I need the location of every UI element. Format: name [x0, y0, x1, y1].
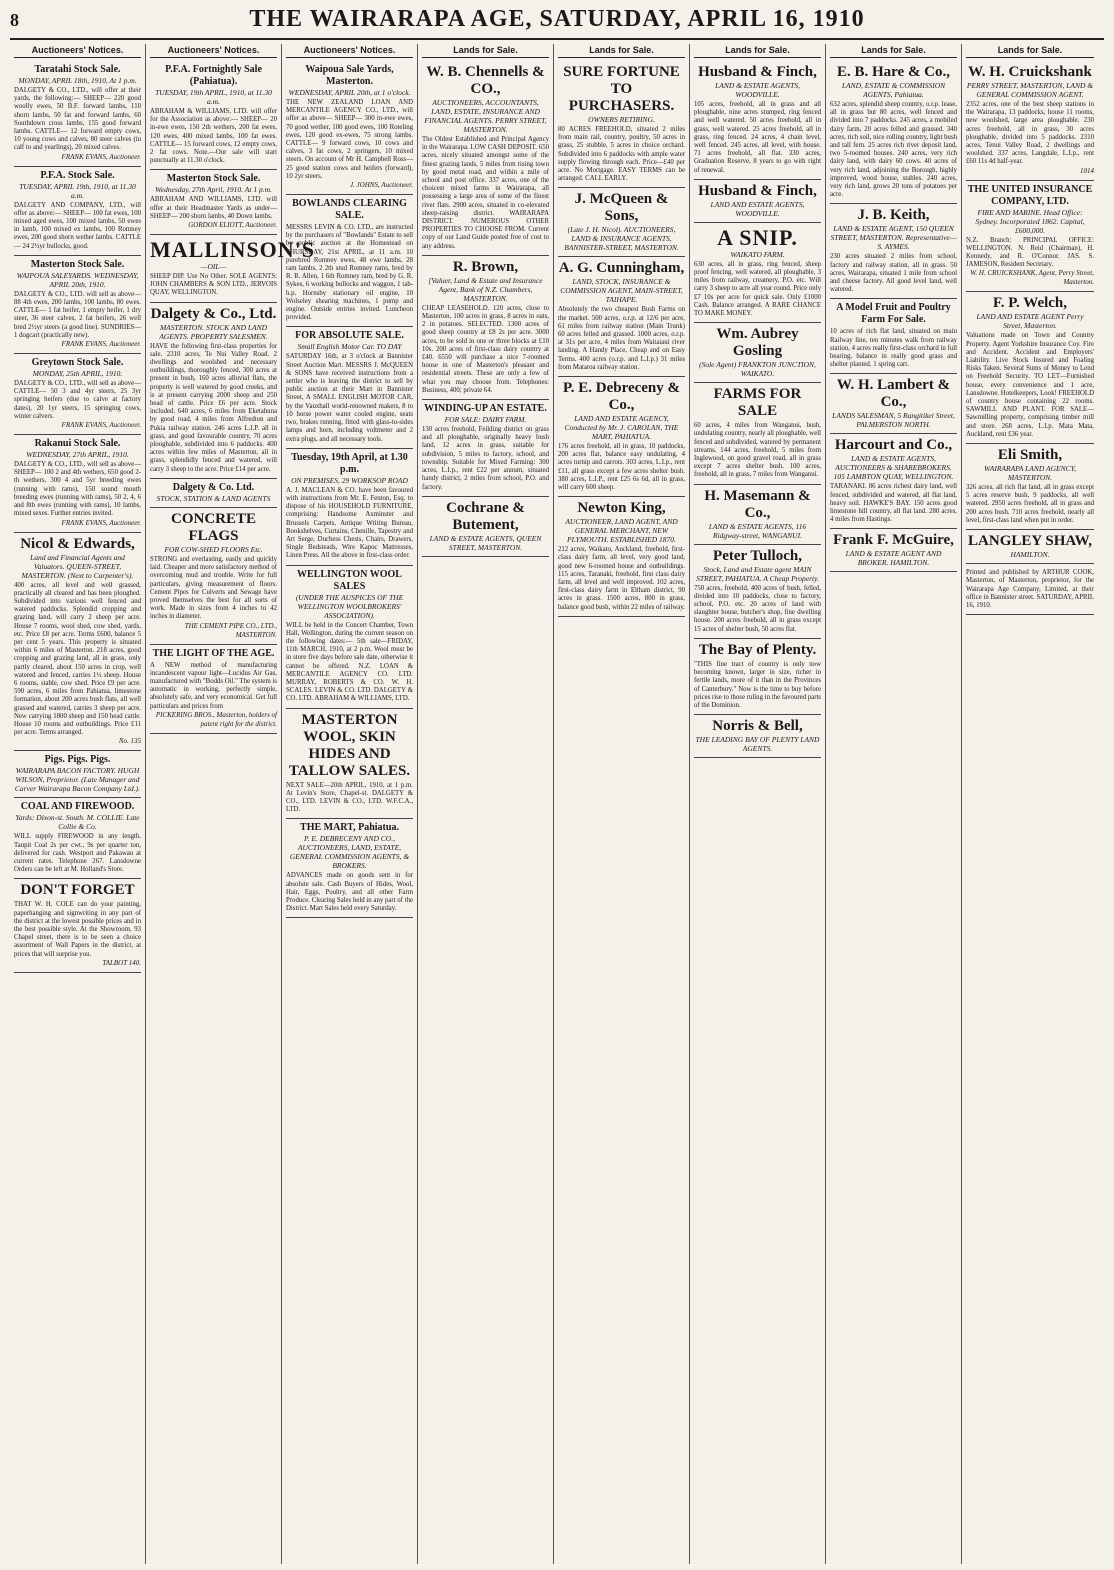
ad-title: H. Masemann & Co.,: [704, 487, 811, 521]
ad-title: P.F.A. Fortnightly Sale (Pahiatua).: [165, 64, 262, 87]
column-2: [146, 44, 316, 1564]
ad-title: P. E. Debreceny & Co.,: [562, 380, 681, 414]
ad-subtitle: AUCTIONEER, LAND AGENT, AND GENERAL MERCHANT, NEW PLYMOUTH. ESTABLISHED 1870.: [565, 517, 678, 545]
ad-title: Rakanui Stock Sale.: [34, 438, 121, 450]
ad-body: HAVE the following first-class properties for sale. 2310 acres, Te Nui Valley Road. 2 dwellings and woolshed and necessary outbuildings, thoroughly fenced, 300 acres at present in bush, 160 acres alluvial flats, the property is well watered by good creeks, and is at present carrying 2000 sheep and 250 head of cattle. Price £6 per acre. Stock included. 640 acres, 6 miles from Eketahuna by good road, 4 miles from Alfredton and Pukia railway station. 246 acres L.I.P. all in grass, and good favourable country, 70 acres ploughable, subdivided into 6 paddocks. 400 acres within few miles of Masterton, all in grass, splendidly fenced and watered, will carry 3 sheep to the acre. Price £14 per acre.: [150, 342, 277, 473]
advertisement: [694, 715, 821, 758]
advertisement: [150, 479, 277, 508]
ad-body: DALGETY & CO., LTD., will offer at their yards, the following:— SHEEP— 220 good woolly ewes, 50 B.F. forward lambs, 110 shorn lambs, 50 fat and forward lambs, 60 Southdown cross lambs, 155 good forward lambs. CATTLE— 12 forward empty cows, 10 young cows and calves, 80 steer calves (in calf to and yearlings), 20 mixed calves.: [14, 87, 141, 152]
ad-signature: No. 135: [118, 737, 141, 746]
ad-title: The Bay of Plenty.: [698, 641, 817, 658]
ad-body: DALGETY & CO., LTD., will sell as above— SHEEP— 100 2 and 4th wethers, 650 good 2-th wethers, 300 4 and 5yr breeding ewes (running with rams), 150 sound mouth breeding ewes (running with rams), 50 2, 4, 6 and 8th ewes (running with rams), 10 lambs, mixed sexes. Further entries invited.: [14, 461, 141, 518]
ad-body: TARANAKI. 86 acres richest dairy land, well fenced, subdivided and watered, all flat land, heavy soil. HAWKE'S BAY. 150 acres good limestone hill country, all flat land. 280 acres, 4 miles from Hastings.: [830, 483, 957, 524]
advertisement: [966, 61, 1094, 181]
advertisement: [830, 204, 957, 299]
advertisement: [694, 180, 821, 223]
ad-subtitle: WAIRARAPA BACON FACTORY. HUGH WILSON, Proprietor. (Late Manager and Carver Wairarapa Bacon Company Ltd.).: [14, 766, 141, 794]
ad-subtitle: MONDAY, APRIL 18th, 1910, At 1 p.m.: [18, 76, 137, 85]
advertisement: [966, 530, 1094, 564]
ad-signature: 1014: [1080, 166, 1094, 175]
advertisement: [830, 299, 957, 374]
column-header: Auctioneers' Notices.: [14, 44, 141, 58]
ad-body: "THIS fine tract of country is only now becoming known, larger in size, richer in fertile lands, more of it than in the Provinces of Canterbury." Now is the time to buy before prices rise to those ruling in the favoured parts of the Dominion.: [694, 660, 821, 709]
ad-body: 80 ACRES FREEHOLD, situated 2 miles from main rail, country, poultry, 50 acres in grass, 25 stubble, 5 acres in choice orchard. Subdivided into 6 paddocks with ample water supply flowing through each. Price—£40 per acre. No Mortgage. EASY TERMS can be arranged. CALL EARLY.: [558, 126, 685, 183]
ad-subtitle: WAIPOUA SALEYARDS. WEDNESDAY, APRIL 20th, 1910.: [16, 270, 139, 289]
ad-body: 630 acres, all in grass, ring fenced, sheep proof fencing, well watered, all ploughable, 3 miles from railway, creamery, P.O. etc. Will carry 3 sheep to acre all year round. Price only £7 10s per acre for quick sale. Only £1000 Cash. Balance arranged. A RARE CHANCE TO MAKE MONEY.: [694, 260, 821, 318]
ad-subtitle: LAND AND ESTATE AGENTS, WOODVILLE.: [710, 199, 805, 218]
ad-subtitle: WAIKATO FARM.: [730, 249, 785, 259]
ad-body: 105 acres, freehold, all in grass and all ploughable, nine acres stumped, ring fenced and well watered. 50 acres freehold, all in grass, well watered. 25 acres freehold, all in grass, ring fenced. 24 acres, 4 chain level, well fenced. 245 acres, all level, with house. 71 acres freehold, all flat. 330 acres, Graduation Reserve, 8 years to go with right of renewal.: [694, 101, 821, 174]
ad-title: Dalgety & Co., Ltd.: [150, 305, 277, 322]
advertisement: [422, 497, 549, 557]
ad-body: WILL supply FIREWOOD in any length. Tanpit Coal 2s per cwt., 9s per quarter ton, delivered for cash. Westport and Pakawau at current rates. Telephone 267. Lansdowne Orders can be left at M. Holland's Store.: [14, 833, 141, 874]
ad-body: Absolutely the two cheapest Bush Farms on the market. 500 acres, o.r.p. at 12/6 per acre, 61 miles from railway station (Main Trunk) 60 acres felled and grassed. 1000 acres, o.r.p. at 31s per acre, 4 miles from Waitaiaui river landing. A Handy Place, Cheap and on Easy Terms. 400 acres (o.r.p. and L.I.p.) 31 miles from Mataroa railway station.: [558, 306, 685, 371]
ad-title: W. H. Cruickshank: [968, 64, 1092, 80]
advertisement: [286, 819, 413, 918]
ad-subtitle: ON PREMISES, 29 WORKSOP ROAD: [291, 475, 408, 485]
column-header: Lands for Sale.: [694, 44, 821, 58]
ad-subtitle: STOCK, STATION & LAND AGENTS: [156, 493, 271, 503]
advertisement: [150, 235, 316, 303]
advertisement: [422, 61, 549, 256]
ad-body: A. J. MACLEAN & CO. have been favoured with instructions from Mr. E. Fenton, Esq. to dispose of his HOUSEHOLD FURNITURE, comprising: Handsome Axminster and Brussels Carpets, Antique Writing Bureau, Bookshelves, Curtains, Chenille, Tapestry and Art Serge, Duchess Chests, Chairs, Drawers, Single Bedsteads, Wire Kapoc Mattresses, Linen Press. All the above in first-class order.: [286, 486, 413, 560]
column-header: Lands for Sale.: [558, 44, 685, 58]
advertisement: [14, 798, 141, 879]
advertisement: [422, 256, 549, 400]
ad-title: THE LIGHT OF THE AGE.: [152, 647, 275, 659]
advertisement: [150, 645, 277, 734]
advertisement: [14, 751, 141, 798]
ad-title: Greytown Stock Sale.: [31, 357, 124, 369]
advertisement: [150, 303, 277, 479]
column-7: [826, 44, 962, 1564]
advertisement: [694, 639, 821, 715]
ad-title: MASTERTON WOOL, SKIN HIDES AND TALLOW SALES.: [288, 711, 411, 779]
advertisement: [558, 188, 685, 257]
ad-subtitle: —OIL—: [200, 262, 227, 272]
advertisement: [14, 256, 141, 354]
ad-subtitle: AUCTIONEERS, ACCOUNTANTS, LAND, ESTATE, INSURANCE AND FINANCIAL AGENTS. PERRY STREET, MASTERTON.: [424, 98, 547, 134]
ad-body: Valuations made on Town and Country Property. Agent Yorkshire Insurance Coy. Fire and Accident. Accident and Employers' Liability. Live Stock Insured and Foaling Risks Taken. Several Sums of Money to Lend on Freehold Security. TO LET—Furnished house, every convenience and 1 acre, Lansdowne. Hotelkeepers, Look! FREEHOLD of country house containing 22 rooms. SAWMILL AND PLANT. FOR SALE—Sawmilling property, comprising timber mill and store. 268 acres, L.I.p. Mata Mata, Auckland, rent £36 year.: [966, 332, 1094, 438]
ad-body: MESSRS LEVIN & CO. LTD., are instructed by the purchasers of "Bowlands" Estate to sell by public auction at the Homestead on THURSDAY, 21st APRIL, at 11 a.m. 10 purebred Romney ewes, 48 ewe lambs, 28 ram lambs, 2 2th stud Romney rams, bred by R. R. Allen, 1 6th Romney ram, bred by G. R. Sykes, 6 working bullocks and waggon, 1 tab-h.p. Hornsby stationary oil engine, 10 Wolseley shearing machines, 1 pump and engine. Outside entries invited. Luncheon provided.: [286, 224, 413, 322]
advertisement: [694, 61, 821, 180]
ad-signature: THE CEMENT PIPE CO., LTD., MASTERTON.: [184, 621, 277, 639]
ad-body: STRONG and everlasting, easily and quickly laid. Cheaper and more satisfactory method of overcoming mud and trouble. Write for full particulars, giving measurement of floors. Cement Pipes for Culverts and Sewage have proved themselves the best for all sorts of work. Made in sizes from 4 inches to 42 inches in diameter.: [150, 555, 277, 621]
ad-body: 130 acres freehold, Feilding district on grass and all ploughable, originally heavy bush land, 12 acres in grass, suitable for subdivision, 5 miles to factory, school, and township. Suitable for Mixed Farming: 300 acres, L.I.p., rent £22 per annum, situated handy district, 2 miles from school, P.O. and factory.: [422, 426, 549, 491]
ad-body: ABRAHAM & WILLIAMS, LTD. will offer for the Association as above:— SHEEP— 20 in-ewe ewes, 150 2th wethers, 200 fat ewes, 120 ewes, 400 mixed lambs, 100 fat ewes. CATTLE— 15 forward cows, 12 empty cows, 2 fat cows. Note.—Our sale will start punctually at 11.30 o'clock.: [150, 108, 277, 165]
advertisement: [830, 529, 957, 572]
ad-subtitle: WAIRARAPA LAND AGENCY, MASTERTON.: [984, 464, 1076, 483]
advertisement: [150, 61, 277, 170]
column-5: [554, 44, 690, 1564]
ad-subtitle: LAND AND ESTATE AGENCY, Conducted by Mr. J. CAROLAN, THE MART, PAHIATUA.: [564, 414, 679, 442]
advertisement: [150, 508, 277, 645]
ad-title: J. B. Keith,: [857, 207, 930, 224]
ad-title: Taratahi Stock Sale.: [34, 64, 121, 75]
ad-title: Harcourt and Co.,: [834, 437, 953, 454]
ad-title: FOR ABSOLUTE SALE.: [295, 330, 404, 342]
ad-title: COAL AND FIREWOOD.: [20, 801, 135, 813]
advertisement: [966, 564, 1094, 615]
ad-title: SURE FORTUNE TO PURCHASERS.: [563, 64, 680, 114]
column-4: [418, 44, 554, 1564]
ad-subtitle: LAND AND ESTATE AGENT Perry Street, Masterton.: [976, 312, 1084, 331]
ad-title: THE UNITED INSURANCE COMPANY, LTD.: [967, 183, 1093, 207]
advertisement: [558, 257, 685, 377]
advertisement: [286, 195, 413, 327]
advertisement: [966, 292, 1094, 444]
ad-title: BOWLANDS CLEARING SALE.: [292, 198, 407, 222]
advertisement: [694, 485, 821, 545]
ad-signature: GORDON ELIOTT, Auctioneer.: [188, 221, 277, 230]
ad-subtitle: TUESDAY, APRIL 19th, 1910, at 11.30 a.m.: [19, 181, 136, 200]
ad-title: FARMS FOR SALE: [713, 386, 802, 420]
ad-subtitle: Yards: Dixon-st. South. M. COLLIE. Late Collie & Co.: [15, 813, 140, 832]
newspaper-title: THE WAIRARAPA AGE, SATURDAY, APRIL 16, 1910: [249, 6, 865, 32]
ad-body: N.Z. Branch: PRINCIPAL OFFICE: WELLINGTON. N. Reid (Chairman), H. Kennedy, and R. O'Connor. JAS. S. JAMESON, Resident Secretary.: [966, 236, 1094, 269]
ad-subtitle: Small English Motor Car. TO DAY: [297, 342, 402, 352]
advertisement: [558, 497, 685, 617]
column-header: Lands for Sale.: [422, 44, 549, 58]
advertisement: [286, 709, 413, 820]
ad-title: A SNIP.: [717, 224, 798, 250]
advertisement: [966, 181, 1094, 293]
advertisement: [286, 449, 413, 566]
ad-title: Wm. Aubrey Gosling: [716, 326, 799, 360]
ad-subtitle: FOR COW-SHED FLOORS Etc.: [164, 544, 263, 554]
ad-subtitle: P. E. DEBRECENY AND CO., AUCTIONEERS, LAND, ESTATE, GENERAL COMMISSION AGENTS, & BROKERS.: [289, 834, 410, 871]
advertisement: [14, 167, 141, 256]
ad-title: DON'T FORGET: [20, 882, 135, 899]
ad-subtitle: LANDS SALESMAN, 5 Rangitikei Street, PALMERSTON NORTH.: [832, 411, 955, 430]
advertisement: [830, 61, 957, 204]
ad-subtitle: LAND & ESTATE AGENTS, WOODVILLE.: [715, 81, 800, 99]
ad-subtitle: (Late J. H. Nicol). AUCTIONEERS, LAND & INSURANCE AGENTS, BANNISTER-STREET, MASTERTON.: [564, 225, 679, 253]
ad-subtitle: (UNDER THE AUSPICES OF THE WELLINGTON WOOLBROKERS' ASSOCIATION).: [295, 592, 404, 620]
columns: [10, 44, 1104, 1564]
advertisement: [694, 323, 821, 383]
ad-title: WINDING-UP AN ESTATE.: [424, 403, 547, 415]
page-number: 8: [10, 10, 19, 30]
advertisement: [694, 545, 821, 639]
ad-title: WELLINGTON WOOL SALES: [297, 568, 402, 592]
ad-body: 750 acres, freehold, 400 acres of bush, felled, divided into 10 paddocks, close to factory, school, P.O. etc. 20 acres of land with slaughter house, butcher's shop, fine dwelling house. 200 acres freehold, all in grass except 15 acres of shelter bush, 50 acres flat.: [694, 584, 821, 633]
ad-signature: FRANK EVANS, Auctioneer.: [61, 518, 141, 527]
ad-signature: FRANK EVANS, Auctioneer.: [61, 340, 141, 349]
ad-body: 10 acres of rich flat land, situated on main Railway line, ten minutes walk from railway station, 4 acres really first-class orchard in full bearing, balance in really good grass and shelter planted. 1 spring cart.: [830, 328, 957, 369]
ad-title: J. McQueen & Sons,: [574, 191, 669, 225]
ad-title: Dalgety & Co. Ltd.: [172, 481, 255, 493]
ad-signature: FRANK EVANS, Auctioneer.: [61, 421, 141, 430]
ad-title: F. P. Welch,: [992, 295, 1068, 312]
ad-subtitle: LAND & ESTATE AGENT, 150 QUEEN STREET, MASTERTON. Representative—S. AYMES.: [830, 224, 957, 252]
advertisement: [830, 434, 957, 529]
ad-title: Peter Tulloch,: [713, 547, 802, 564]
ad-title: R. Brown,: [452, 258, 519, 275]
ad-title: Newton King,: [577, 500, 666, 517]
ad-title: LANGLEY SHAW,: [968, 533, 1092, 550]
ad-title: THE MART, Pahiatua.: [300, 822, 399, 834]
column-8: [962, 44, 1098, 1564]
masthead: [10, 6, 1104, 40]
advertisement: [286, 61, 413, 195]
ad-body: NEXT SALE—20th APRIL, 1910, at 1 p.m. At Levin's Store, Chapel-st. DALGETY & CO., LTD. LEVIN & CO., LTD. W.F.C.A., LTD.: [286, 781, 413, 814]
ad-body: DALGETY & CO., LTD., will sell as above— CATTLE— 50 3 and 4yr steers, 25 3yr springing heifers (due to calve at factory dates), 20 1yr steers, 15 springing cows, winter calvers.: [14, 380, 141, 420]
ad-subtitle: Stock, Land and Estate agent MAIN STREET, PAHIATUA. A Cheap Property.: [696, 564, 819, 583]
ad-title: Masterton Stock Sale.: [166, 173, 261, 185]
advertisement: [14, 533, 141, 752]
advertisement: [830, 374, 957, 434]
advertisement: [694, 223, 821, 323]
ad-subtitle: LAND & ESTATE AGENTS, QUEEN STREET, MASTERTON.: [429, 533, 542, 552]
ad-subtitle: FIRE AND MARINE. Head Office: Sydney. Incorporated 1862. Capital, £600,000.: [975, 207, 1085, 235]
ad-body: 212 acres, Waikato, Auckland, freehold, first-class dairy farm, all level, very good land, good new 6-roomed house and outbuildings. 115 acres, Taranaki, freehold, first class dairy farm, all level and well improved. 102 acres, first-class dairy farm in Eltham district, 90 acres in grass. 1500 acres, 800 in grass, balance good bush, within 22 miles of railway.: [558, 546, 685, 611]
ad-body: The Oldest Established and Principal Agency in the Wairarapa. LOW CASH DEPOSIT. 650 acres, nicely situated amongst some of the finest grazing lands, 5 miles from rising town by good metal road, and within a mile of school and post office. 337 acres, one of the choicest mixed farms in Wairarapa, all possessing a large area of some of the finest river flats. 2900 acres, situated in co-elevated sheep-raising district. WAIRARAPA DISTRICT. NUMEROUS OTHER PROPERTIES TO CHOOSE FROM. Current copy of our Land Guide posted free of cost to any address.: [422, 136, 549, 250]
ad-subtitle: THE LEADING BAY OF PLENTY LAND AGENTS.: [695, 735, 820, 754]
ad-title: Tuesday, 19th April, at 1.30 p.m.: [291, 451, 408, 475]
ad-subtitle: LAND, STOCK, INSURANCE & COMMISSION AGENT, MAIN-STREET, TAIHAPE.: [560, 277, 683, 305]
ad-subtitle: FOR SALE: DAIRY FARM.: [444, 415, 527, 425]
ad-body: THE NEW ZEALAND LOAN AND MERCANTILE AGENCY CO., LTD., will offer as above— SHEEP— 300 in-ewe ewes, 70 good wether, 100 good ewes, 100 Roteling ewes, 120 good ex-ewes, 75 strong lambs. CATTLE— 9 forward cows, 10 cows and calves, 3 fat cows, 2 springers, 10 mixed steers. On account of Mr H. Campbell Ross— 25 good station cows and heifers (forward), 10 2yr steers.: [286, 99, 413, 180]
ad-title: W. B. Chennells & CO.,: [426, 64, 545, 97]
ad-body: SHEEP DIP. Use No Other. SOLE AGENTS: JOHN CHAMBERS & SON LTD., JERVOIS QUAY, WELLINGTON.: [150, 273, 277, 297]
ad-title: Waipoua Sale Yards, Masterton.: [305, 64, 394, 87]
ad-body: DALGETY AND COMPANY, LTD., will offer as above:— SHEEP— 100 fat ewes, 100 mixed aged ewes, 100 mixed lambs, 50 ewes in lamb, 100 mixed ex lambs, 100 Romney ewes, 200 good shorn wether lambs. CATTLE— 24 2½yr bullocks, good.: [14, 201, 141, 250]
advertisement: [966, 444, 1094, 530]
ad-body: A NEW method of manufacturing incandescent vapour light—Lucidus Air Gas, manufactured with "Bodds Oil." The system is automatic in working, perfectly simple, absolutely safe, and very economical. Get full particulars and prices from: [150, 661, 277, 710]
ad-subtitle: TUESDAY, 19th APRIL, 1910, at 11.30 a.m.: [155, 88, 272, 106]
ad-title: Husband & Finch,: [698, 182, 817, 199]
ad-title: CONCRETE FLAGS: [170, 510, 256, 544]
ad-body: ADVANCES made on goods sent in for absolute sale. Cash Buyers of Hides, Wool, Hair, Eggs, Poultry, and all other Farm Produce. Clearing Sales held in any part of the District. Mart Sales held every Saturday.: [286, 872, 413, 913]
advertisement: [286, 327, 413, 448]
column-header: Lands for Sale.: [830, 44, 957, 58]
ad-body: 632 acres, splendid sheep country, o.r.p. lease, all in grass but 80 acres, well fenced and divided into 7 paddocks. 245 acres, a mobiled dairy farm, 20 acres felled and grassed. 340 acres, rich soil, nice rolling country, light bush and tall fern. 25 acres rich river deposit land, two 5-roomed houses. 240 acres, very rich dairy land, with dairy 60 cows. 40 acres of very rich land, adjoining the Borough, highly improved, wood house, stables. 240 acres, very rich land, grows 20 tons of potatoes per acre.: [830, 101, 957, 199]
ad-subtitle: LAND & ESTATE AGENTS, 116 Ridgway-street, WANGANUI.: [708, 521, 807, 540]
ad-body: THAT W. H. COLE can do your painting, paperhanging and signwriting in any part of the district at the lowest possible prices and in the best possible style. At the Showroom, 93 Chapel street, there is to be seen a choice assortment of Wall Papers in the district, at prices that will surprise you.: [14, 901, 141, 958]
ad-subtitle: LAND, ESTATE & COMMISSION AGENTS, Pahiatua.: [841, 81, 946, 99]
column-3: [282, 44, 418, 1564]
advertisement: [14, 354, 141, 435]
ad-subtitle: [Valuer, Land & Estate and Insurance Agent, Bank of N.Z. Chambers, MASTERTON.: [428, 275, 543, 303]
column-6: [690, 44, 826, 1564]
ad-subtitle: LAND & ESTATE AGENT AND BROKER. HAMILTON.: [845, 549, 942, 568]
advertisement: [14, 61, 141, 167]
ad-body: 60 acres, 4 miles from Wanganui, bush, undulating country, nearly all ploughable, well fenced and subdivided, watered by permanent streams. 144 acres, freehold, 5 miles from Inglewood, on good gravel road, all in grass except 7 acres shelter bush. 100 acres, freehold, all in grass, 7 miles from Wanganui.: [694, 422, 821, 479]
column-header: Auctioneers' Notices.: [286, 44, 413, 58]
ad-title: A Model Fruit and Poultry Farm For Sale.: [836, 302, 951, 326]
ad-signature: TALBOT 140.: [102, 958, 141, 967]
ad-title: E. B. Hare & Co.,: [836, 64, 951, 80]
ad-title: Frank F. McGuire,: [833, 532, 954, 549]
advertisement: [694, 383, 821, 484]
advertisement: [150, 170, 277, 235]
ad-title: MALLINSON'S: [150, 237, 316, 263]
advertisement: [558, 377, 685, 497]
ad-body: 2352 acres, one of the best sheep stations in the Wairarapa, 13 paddocks, house 11 rooms, new woolshed, large area ploughable. 230 acres freehold, all in grass, 30 acres ploughable, divided into 5 paddocks. 2310 acres, Tenui Valley Road, 2 dwellings and woolshed. 337 acres, Langdale, L.I.p., rent £60 11s 4d half-year.: [966, 101, 1094, 166]
ad-body: 400 acres, all level and well grassed, practically all cleared and has been ploughed. Subdivided into various well fenced and watered paddocks. Splendid cropping and grazing land, will carry 2 sheep per acre. House 7 rooms, wool shed, cow shed, yards, etc. Price £8 per acre. Terms £600, balance 5 per cent 5 years. This property is situated within 6 miles of Masterton. 218 acres, good cropping and grazing land, all in grass, only partly cleared, about 150 acres in crop, well watered and fenced, carries 1½ sheep. House 6 rooms, stable, cow shed. Price £9 per acre. 590 acres, 6 miles from Pahiatua, limestone formation, about 200 acres bush flats, all well grassed and watered, carries 3 sheep per acre. New carrying 1800 sheep and 150 head cattle. House 10 rooms and outbuildings. Price £11 per acre. Terms arranged.: [14, 581, 141, 737]
ad-subtitle: PERRY STREET, MASTERTON, LAND & GENERAL COMMISSION AGENT.: [966, 81, 1094, 99]
ad-subtitle: OWNERS RETIRING.: [588, 115, 655, 124]
ad-title: Masterton Stock Sale.: [30, 258, 125, 270]
ad-subtitle: MASTERTON. STOCK AND LAND AGENTS. PROPERTY SALESMEN.: [159, 322, 268, 341]
advertisement: [558, 61, 685, 188]
ad-body: 176 acres freehold, all in grass, 10 paddocks, 200 acres flat, balance easy undulating, 4 acres turnip and carrots. 303 acres, L.I.p., rent £11, all grass except a few acres shelter bush. 380 acres, L.I.P., rent £25 6s 6d, all in grass, will carry 600 sheep.: [558, 443, 685, 492]
ad-title: A. G. Cunningham,: [558, 260, 685, 277]
ad-subtitle: HAMILTON.: [1010, 550, 1050, 560]
ad-subtitle: Wednesday, 27th April, 1910. At 1 p.m.: [155, 185, 272, 195]
ad-subtitle: MONDAY, 25th APRIL, 1910.: [32, 369, 123, 379]
ad-body: ABRAHAM AND WILLIAMS, LTD. will offer at their Headmaster Yards as under— SHEEP— 200 shorn lambs, 40 Down lambs.: [150, 196, 277, 220]
ad-signature: W. H. CRUICKSHANK, Agent, Perry Street, Masterton.: [970, 269, 1094, 287]
ad-subtitle: WEDNESDAY, 27th APRIL, 1910.: [26, 450, 129, 460]
ad-subtitle: LAND & ESTATE AGENTS, AUCTIONEERS & SHAREBROKERS. 105 LAMBTON QUAY, WELLINGTON.: [833, 454, 954, 482]
ad-body: DALGETY & CO., LTD. will sell as above— 88 4th ewes, 200 lambs, 100 lambs, 80 ewes. CATTLE— 1 fat heifer, 1 empty heifer, 1 dry steer, 36 steer calves, 2 fat heifers, 26 well bred 2½yr steers (a good line). SUNDRIES— 1 dogcart (practically new).: [14, 290, 141, 339]
ad-subtitle: (Sole Agent) FRANKTON JUNCTION, WAIKATO.: [699, 360, 816, 379]
ad-subtitle: WEDNESDAY, APRIL 20th, at 1 o'clock.: [288, 88, 411, 97]
ad-body: 326 acres, all rich flat land, all in grass except 5 acres reserve bush, 9 paddocks, all well watered. 2950 acres freehold, all in grass and 200 acres bush. 710 acres freehold, nearly all level, first-class land when put in order.: [966, 484, 1094, 524]
ad-body: SATURDAY 16th, at 3 o'clock at Bannister Street Auction Mart. MESSRS J. McQUEEN & SONS have received instructions from a settler who is leaving the district to sell by public auction at their Mart in Bannister Street, A SMALL ENGLISH MOTOR CAR, by the Vauxhall world-renowned makers, 8 to 10 horse power water cooled engine, seats two, brakes running, fitted with glass-to-sides lamps and horn, including voltmeter and 2 extra plugs, and all necessary tools.: [286, 353, 413, 443]
ad-body: Printed and published by ARTHUR COOK, Masterton, of Masterton, proprietor, for the Wairarapa Age Company, Limited, at their office in Bannister street. SATURDAY, APRIL 16, 1910.: [966, 569, 1094, 609]
column-1: [10, 44, 146, 1564]
ad-subtitle: Land and Financial Agents and Valuators. QUEEN-STREET, MASTERTON. (Next to Carpenter's).: [21, 552, 134, 580]
ad-title: W. H. Lambert & Co.,: [836, 377, 951, 411]
ad-body: WILL be held in the Concert Chamber, Town Hall, Wellington, during the current season on the following dates:— 5th sale—FRIDAY, 11th MARCH, 1910, at 2 p.m. Wool must be in store five days before sale date, otherwise it cannot be offered. N.Z. LOAN & MERCANTILE AGENCY CO. LTD. MURRAY, ROBERTS & CO. W. H. SCALES. LEVIN & CO. LTD. DALGETY & CO. LTD. ABRAHAM & WILLIAMS, LTD.: [286, 621, 413, 703]
advertisement: [14, 879, 141, 972]
ad-title: Pigs. Pigs. Pigs.: [44, 754, 111, 766]
ad-signature: FRANK EVANS, Auctioneer.: [61, 152, 141, 161]
ad-signature: PICKERING BROS., Masterton, holders of patent right for the district.: [155, 710, 277, 728]
ad-title: P.F.A. Stock Sale.: [40, 169, 115, 181]
ad-title: Husband & Finch,: [698, 64, 817, 80]
ad-title: Nicol & Edwards,: [20, 535, 135, 552]
ad-signature: J. JOHNS, Auctioneer.: [349, 181, 413, 190]
advertisement: [422, 400, 549, 497]
advertisement: [286, 566, 413, 709]
ad-body: 230 acres situated 2 miles from school, factory and railway station, all in grass. 50 acres, Wairarapa, situated 1 mile from school and cheese factory. All good level land, well watered.: [830, 253, 957, 294]
column-header: Auctioneers' Notices.: [150, 44, 277, 58]
ad-title: Cochrane & Butement,: [446, 499, 525, 533]
ad-body: CHEAP LEASEHOLD. 120 acres, close to Masterton, 100 acres in grass, 8 acres in oats, 2 in potatoes. SELECTED. 1300 acres of good sheep country at £8 2s per acre. 3000 acres, to be sold in one or three blocks at £10 10s. 200 acres of first-class dairy country at £40. 6550 will purchase a nice 7-roomed house in one of Masterton's pleasant and residential streets. These are only a few of what you may choose from. Telephones: Business, 400; private 64.: [422, 304, 549, 394]
ad-title: Norris & Bell,: [712, 718, 803, 735]
column-header: Lands for Sale.: [966, 44, 1094, 58]
ad-title: Eli Smith,: [997, 447, 1063, 464]
advertisement: [14, 435, 141, 532]
